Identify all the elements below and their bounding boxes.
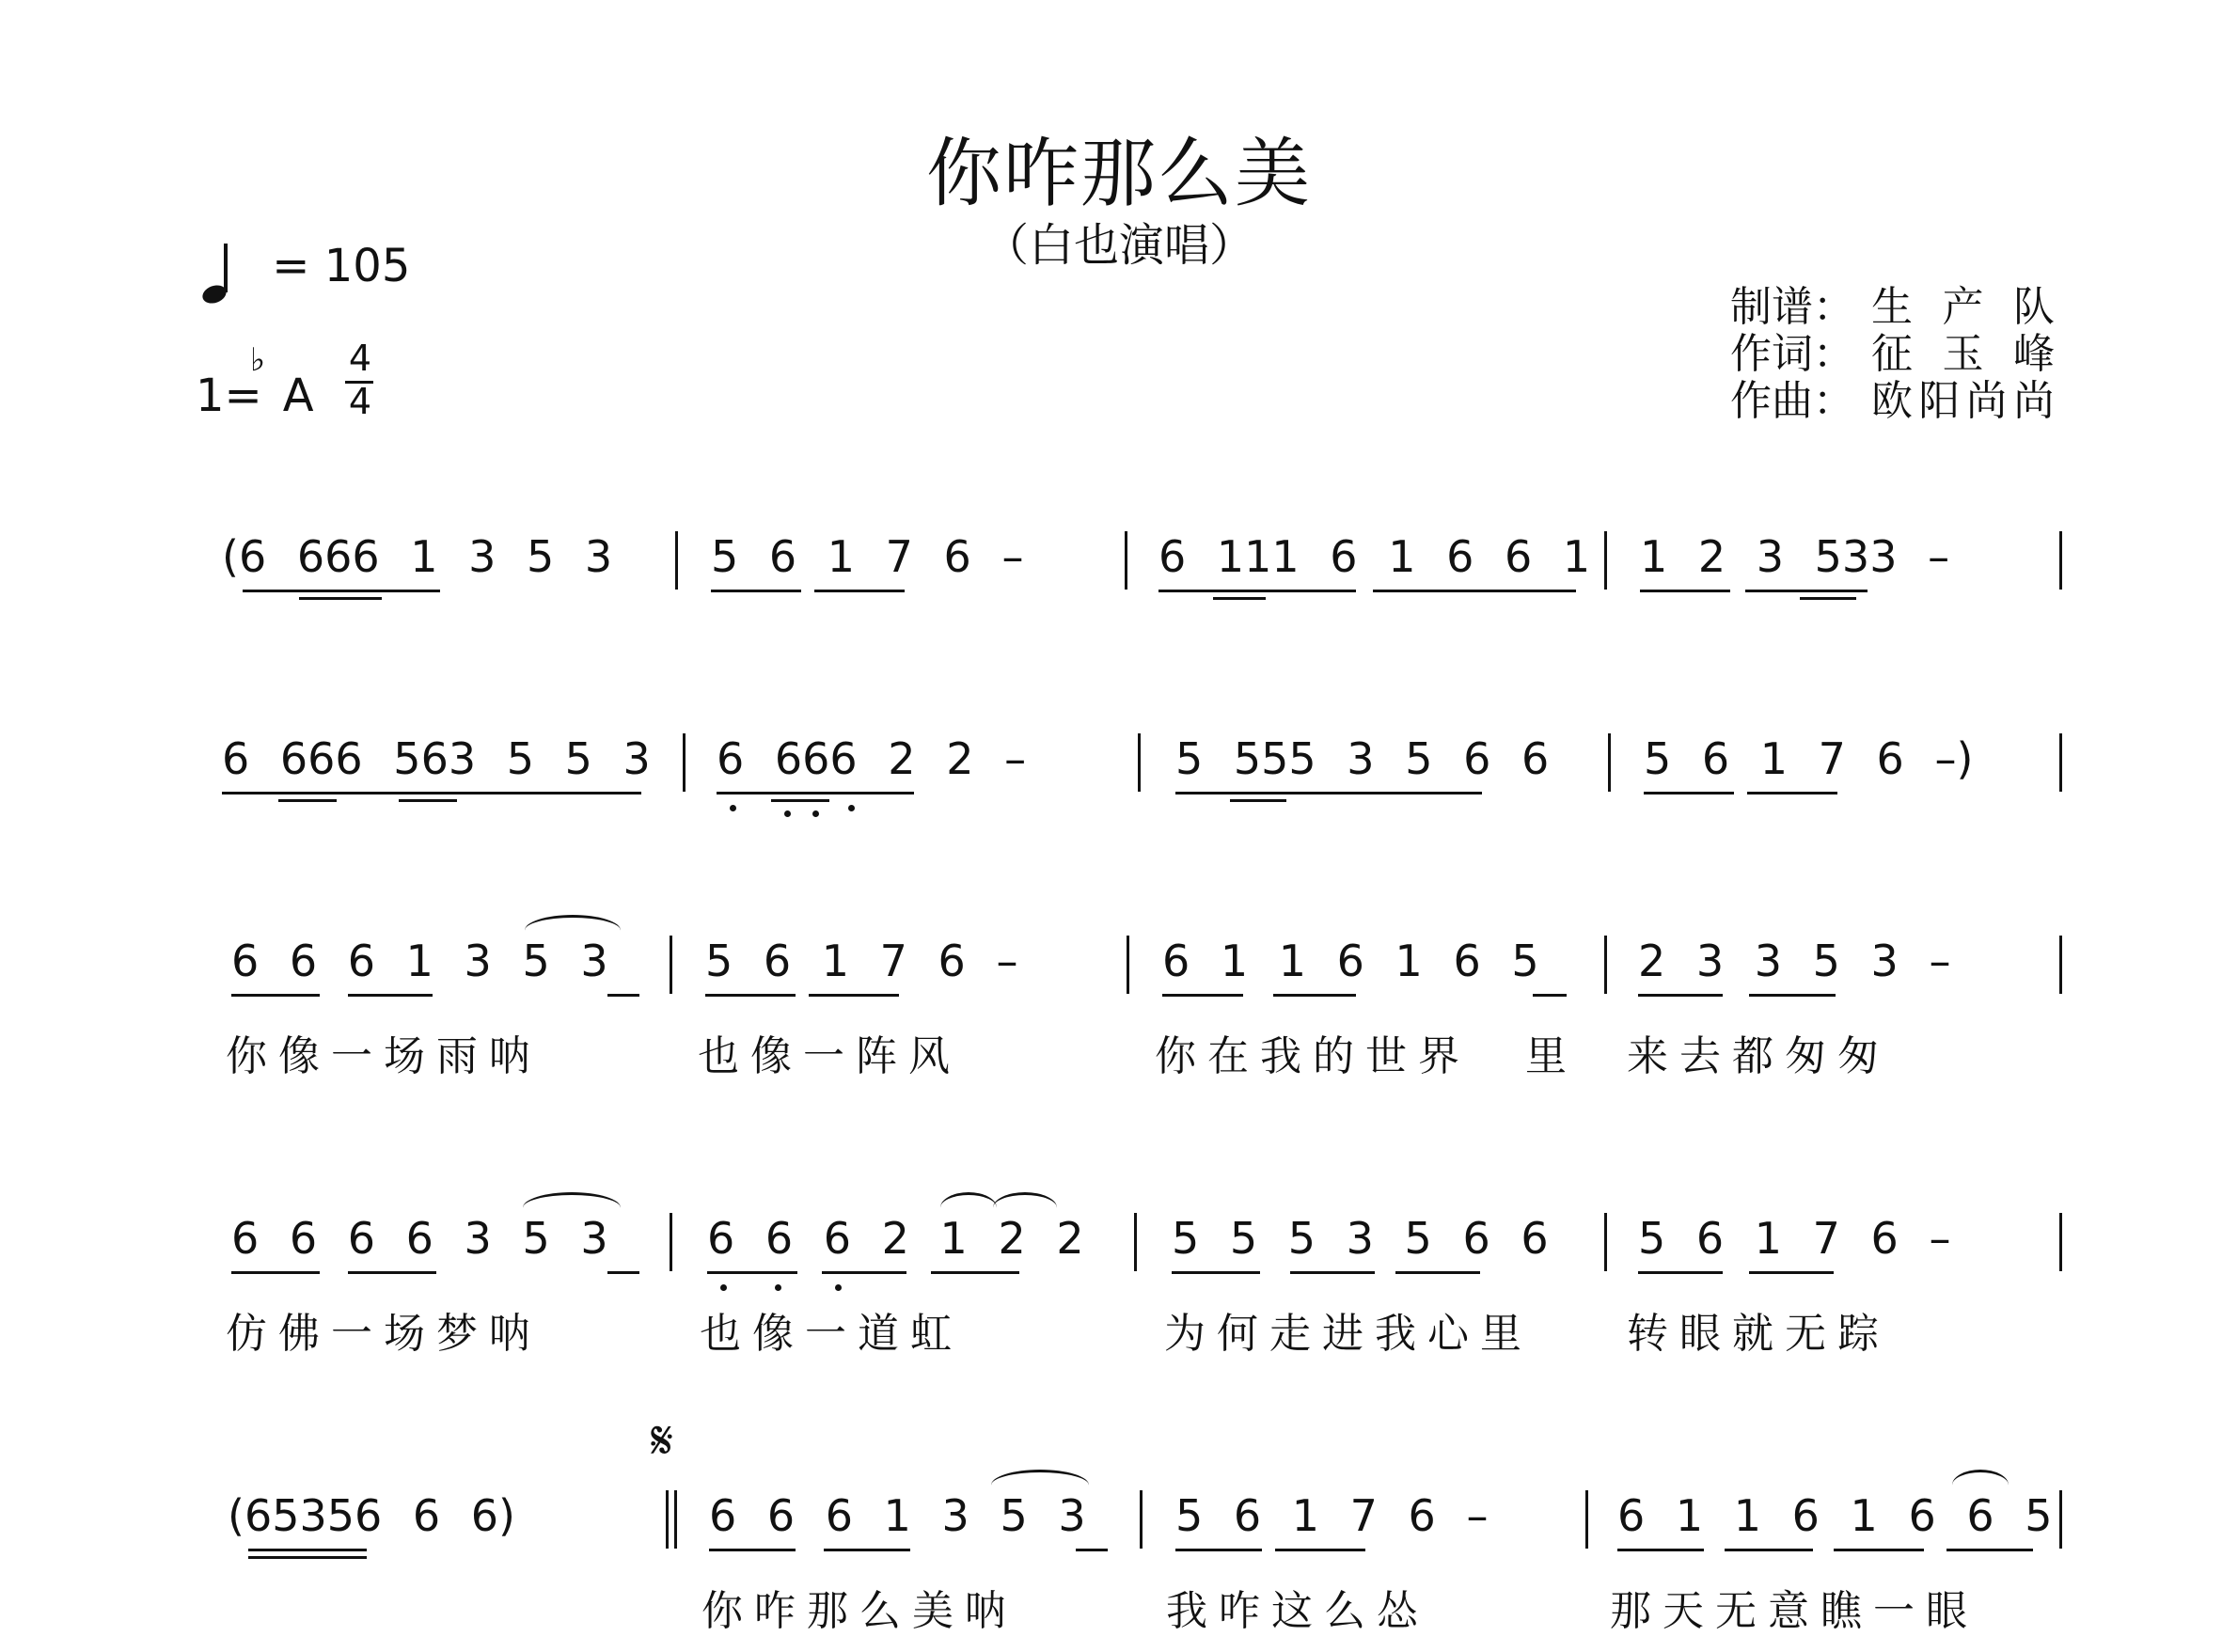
segno-sign: 𝄋 [651,1410,674,1471]
bar-line [1138,733,1141,792]
low-octave-dot [720,1284,727,1291]
bar-line [670,936,672,994]
bar-line [2059,1213,2062,1271]
measure: 5 6 1 7 6 – [705,936,1018,986]
beat-underline [399,799,457,802]
measure: 6 1 1 6 1 6 5 [1162,936,1539,986]
measure: 6 666 2 2 – [717,733,1027,784]
key-note: A [282,370,314,422]
beat-underline [1076,1549,1108,1551]
beat-underline [1617,1549,1704,1551]
beat-underline [231,994,320,997]
low-octave-dot [730,805,736,811]
beat-underline [1638,994,1723,997]
lyric-line: 那天无意瞧一眼 [1610,1587,1978,1635]
low-octave-dot [775,1284,781,1291]
credit-arranger: 制谱： 生产队 [1730,283,2055,331]
bar-line [1604,936,1607,994]
quarter-note-icon [197,240,235,306]
beat-underline [1834,1549,1924,1551]
measure: 5 6 1 7 6 – [1175,1490,1489,1541]
credit-lyricist: 作词： 征玉峰 [1730,330,2055,378]
beat-underline [1230,799,1286,802]
low-octave-dot [784,810,791,817]
beat-underline [607,1271,639,1274]
beat-underline [814,590,905,592]
bar-line [670,1213,672,1271]
lyric-line: 仿佛一场梦呐 [226,1310,542,1358]
beat-underline [711,590,801,592]
measure: 6 6 6 6 3 5 3 [231,1213,608,1264]
beat-underline [348,1271,436,1274]
key-prefix: 1= [196,370,262,422]
measure: (6 666 1 3 5 3 [222,531,613,582]
measure: 6 1 1 6 1 6 6 5 [1617,1490,2053,1541]
beat-underline [1749,994,1836,997]
beat-underline [931,1271,1019,1274]
time-top: 4 [348,338,372,379]
low-octave-dot [812,810,819,817]
beat-underline [1946,1549,2033,1551]
lyric-line: 你像一场雨呐 [226,1032,542,1080]
beat-underline [707,1271,797,1274]
beat-underline [1395,1271,1480,1274]
beat-underline [809,994,899,997]
beat-underline [1747,792,1837,795]
measure: 6 6 6 2 1 2 2 [707,1213,1084,1264]
credit-composer: 作曲： 欧阳尚尚 [1730,377,2055,425]
bar-line [1134,1213,1137,1271]
beat-underline [1275,1549,1365,1551]
measure: 5 555 3 5 6 6 [1175,733,1550,784]
notation-row-3 [0,936,2238,1080]
measure: 6 6 6 1 3 5 3 [709,1490,1086,1541]
bar-line [1604,1213,1607,1271]
bar-line [675,531,678,590]
beat-underline [243,590,440,592]
measure: 5 6 1 7 6 – [1638,1213,1951,1264]
lyric-line: 也像一道虹 [700,1310,963,1358]
beat-underline [248,1549,367,1551]
bar-line [1127,936,1129,994]
song-subtitle: （白也演唱） [983,219,1254,272]
time-signature [343,338,377,428]
beat-underline [1749,1271,1834,1274]
lyric-line: 你咋那么美呐 [701,1587,1017,1635]
beat-underline [248,1556,367,1559]
measure: (65356 6 6) [228,1490,516,1541]
lyric-line: 里 [1525,1032,1578,1080]
beat-underline [824,1549,910,1551]
tempo-value: = 105 [272,240,411,292]
bar-line [1608,733,1611,792]
bar-line [683,733,686,792]
beat-underline [1175,1549,1262,1551]
beat-underline [1745,590,1868,592]
bar-line [2059,1490,2062,1549]
beat-underline [1158,590,1356,592]
beat-underline [1175,792,1482,795]
credits [1730,284,2055,425]
tempo-marking [197,240,410,306]
beat-underline [1273,994,1356,997]
measure: 5 5 5 3 5 6 6 [1172,1213,1549,1264]
beat-underline [1800,597,1856,600]
measure: 6 666 563 5 5 3 [222,733,651,784]
song-title: 你咋那么美 [926,130,1312,217]
beat-underline [1644,792,1734,795]
lyric-line: 来去都匆匆 [1627,1032,1890,1080]
bar-line [1585,1490,1588,1549]
beat-underline [1725,1549,1813,1551]
measure: 6 111 6 1 6 6 1 [1158,531,1591,582]
key-signature [196,338,377,428]
beat-underline [705,994,796,997]
beat-underline [1172,1271,1260,1274]
double-bar-line [666,1490,677,1549]
beat-underline [1640,590,1730,592]
measure: 5 6 1 7 6 –) [1644,733,1974,784]
beat-underline [231,1271,320,1274]
bar-line [2059,733,2062,792]
beat-underline [1638,1271,1723,1274]
notation-row-1 [0,531,2238,616]
lyric-line: 你在我的世界 [1155,1032,1471,1080]
beat-underline [1373,590,1576,592]
bar-line [1604,531,1607,590]
beat-underline [1290,1271,1375,1274]
bar-line [2059,531,2062,590]
beat-underline [1162,994,1243,997]
beat-underline [771,799,829,802]
measure: 1 2 3 533 – [1640,531,1950,582]
notation-row-4 [0,1213,2238,1358]
beat-underline [348,994,433,997]
measure: 6 6 6 1 3 5 3 [231,936,608,986]
lyric-line: 也像一阵风 [698,1032,961,1080]
beat-underline [709,1549,796,1551]
bar-line [2059,936,2062,994]
beat-underline [222,792,641,795]
beat-underline [717,792,914,795]
measure: 2 3 3 5 3 – [1638,936,1951,986]
bar-line [1125,531,1127,590]
beat-underline [299,597,382,600]
measure: 5 6 1 7 6 – [711,531,1024,582]
beat-underline [607,994,639,997]
beat-underline [1533,994,1567,997]
lyric-line: 为何走进我心里 [1164,1310,1533,1358]
low-octave-dot [848,805,855,811]
lyric-line: 转眼就无踪 [1627,1310,1890,1358]
key-flat: ♭ [250,341,266,379]
beat-underline [1213,597,1266,600]
beat-underline [278,799,337,802]
bar-line [1140,1490,1143,1549]
beat-underline [822,1271,906,1274]
low-octave-dot [835,1284,842,1291]
time-bottom: 4 [348,381,372,422]
notation-row-5 [0,1490,2238,1635]
notation-row-2 [0,733,2238,818]
lyric-line: 我咋这么怂 [1166,1587,1429,1635]
